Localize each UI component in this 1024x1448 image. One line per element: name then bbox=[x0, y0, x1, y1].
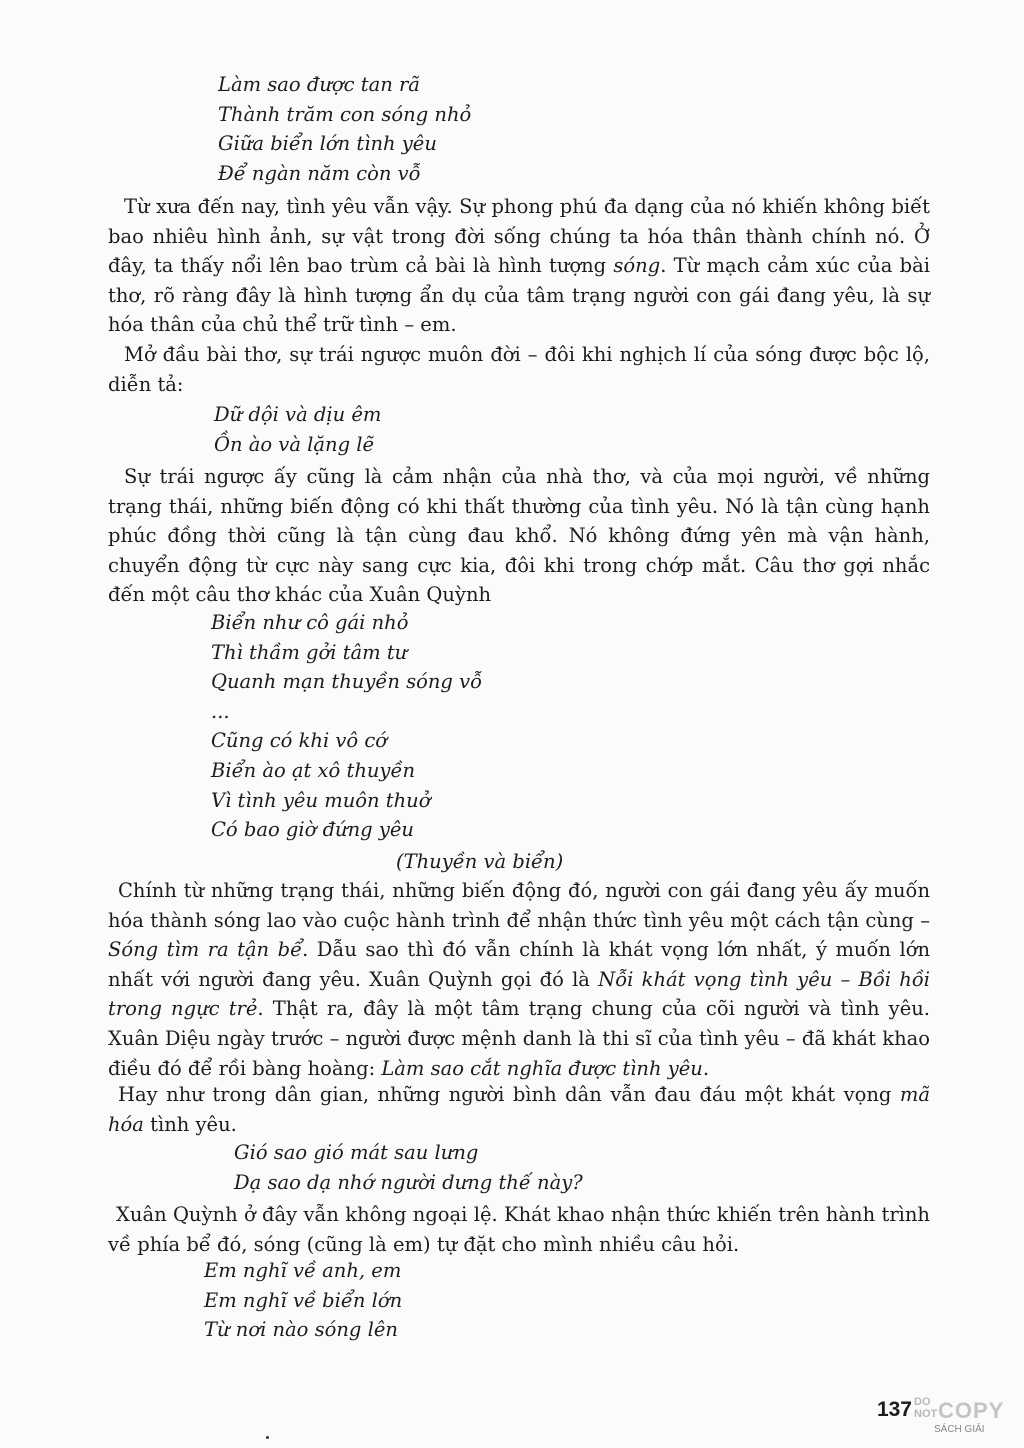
text-run-italic: Nỗi khát vọng tình yêu – Bồi hồi trong ngực trẻ bbox=[108, 967, 930, 1021]
poem-line: Em nghĩ về biển lớn bbox=[204, 1288, 403, 1312]
poem-line: Để ngàn năm còn vỗ bbox=[218, 161, 421, 185]
watermark-brand: SÁCH GIẢI bbox=[934, 1424, 985, 1435]
watermark-text: DO bbox=[914, 1396, 931, 1408]
text-run: Hay như trong dân gian, những người bình dân vẫn đau đáu một khát vọng bbox=[118, 1083, 900, 1106]
poem-line: Thành trăm con sóng nhỏ bbox=[218, 102, 472, 126]
text-run-italic: mã hóa bbox=[108, 1083, 930, 1136]
poem-line: Dạ sao dạ nhớ người dưng thế này? bbox=[234, 1170, 583, 1194]
paragraph bbox=[108, 1080, 930, 1139]
poem-stanza bbox=[218, 70, 471, 188]
text-run: Từ xưa đến nay, tình yêu vẫn vậy. Sự phong phú đa dạng của nó khiến không biết bao nhiêu hình ảnh, sự vật trong đời sống chúng ta hóa thân thành chính nó. Ở đây, ta thấy nổi lên bao trùm cả bài là hình tượng bbox=[108, 195, 930, 278]
copy-watermark bbox=[914, 1396, 1006, 1440]
poem-line: Có bao giờ đứng yêu bbox=[211, 818, 414, 842]
poem-stanza bbox=[234, 1138, 583, 1197]
text-run: Xuân Quỳnh ở đây vẫn không ngoại lệ. Khát khao nhận thức khiến trên hành trình về phía bể đó, sóng (cũng là em) tự đặt cho mình nhiều câu hỏi. bbox=[108, 1203, 930, 1256]
paragraph bbox=[108, 1200, 930, 1259]
poem-line: Em nghĩ về anh, em bbox=[204, 1259, 402, 1282]
poem-line: Làm sao được tan rã bbox=[218, 73, 420, 96]
text-run: tình yêu. bbox=[143, 1112, 237, 1136]
text-run: Chính từ những trạng thái, những biến động đó, người con gái đang yêu ấy muốn hóa thành sóng lao vào cuộc hành trình để nhận thức tình yêu một cách tận cùng – bbox=[108, 879, 930, 932]
text-run: . bbox=[702, 1056, 710, 1080]
poem-line: Cũng có khi vô cớ bbox=[211, 729, 388, 753]
poem-line: Thì thầm gởi tâm tư bbox=[211, 640, 408, 664]
text-run: . Dẫu sao thì đó vẫn chính là khát vọng lớn nhất, ý muốn lớn nhất với người đang yêu. Xuân Quỳnh gọi đó là bbox=[108, 938, 930, 991]
text-run: . Thật ra, đây là một tâm trạng chung của cõi người và tình yêu. Xuân Diệu ngày trước – người được mệnh danh là thi sĩ của tình yêu – đã khát khao điều đó để rồi bàng hoàng: bbox=[108, 997, 930, 1080]
poem-line: ... bbox=[211, 699, 230, 723]
poem-stanza bbox=[204, 1256, 402, 1345]
paragraph bbox=[108, 876, 930, 1083]
poem-line: Ồn ào và lặng lẽ bbox=[214, 432, 375, 456]
text-run-italic: sóng bbox=[613, 254, 661, 278]
text-run: Sự trái ngược ấy cũng là cảm nhận của nhà thơ, và của mọi người, về những trạng thái, những biến động có khi thất thường của tình yêu. Nó là tận cùng hạnh phúc đồng thời cũng là tận cùng đau khổ. Nó không đứng yên mà vận hành, chuyển động từ cực này sang cực kia, đôi khi trong chớp mắt. Câu thơ gợi nhắc đến một câu thơ khác của Xuân Quỳnh bbox=[108, 465, 930, 607]
text-run-italic: Sóng tìm ra tận bể bbox=[108, 938, 303, 962]
poem-line: Vì tình yêu muôn thuở bbox=[211, 788, 431, 812]
poem-stanza bbox=[211, 608, 482, 845]
text-run: . Từ mạch cảm xúc của bài thơ, rõ ràng đây là hình tượng ẩn dụ của tâm trạng người con gái đang yêu, là sự hóa thân của chủ thể trữ tình – em. bbox=[108, 254, 930, 337]
poem-stanza bbox=[214, 400, 381, 459]
poem-line: Biển ào ạt xô thuyền bbox=[211, 758, 416, 782]
scan-speck bbox=[266, 1436, 269, 1439]
page-number: 137 bbox=[876, 1398, 912, 1421]
paragraph bbox=[108, 462, 930, 610]
paragraph bbox=[108, 340, 930, 399]
poem-line: Quanh mạn thuyền sóng vỗ bbox=[211, 670, 483, 694]
text-run-italic: Làm sao cắt nghĩa được tình yêu bbox=[381, 1056, 703, 1080]
poem-citation: (Thuyền và biển) bbox=[396, 850, 564, 873]
poem-line: Từ nơi nào sóng lên bbox=[204, 1318, 398, 1342]
watermark-text: NOT bbox=[914, 1408, 938, 1420]
poem-line: Dữ dội và dịu êm bbox=[214, 403, 382, 426]
poem-line: Biển như cô gái nhỏ bbox=[211, 611, 409, 634]
paragraph bbox=[108, 192, 930, 340]
poem-line: Gió sao gió mát sau lưng bbox=[234, 1141, 479, 1164]
text-run: Mở đầu bài thơ, sự trái ngược muôn đời – đôi khi nghịch lí của sóng được bộc lộ, diễn tả: bbox=[108, 343, 930, 396]
watermark-word: COPY bbox=[938, 1398, 1005, 1423]
poem-line: Giữa biển lớn tình yêu bbox=[218, 132, 437, 156]
